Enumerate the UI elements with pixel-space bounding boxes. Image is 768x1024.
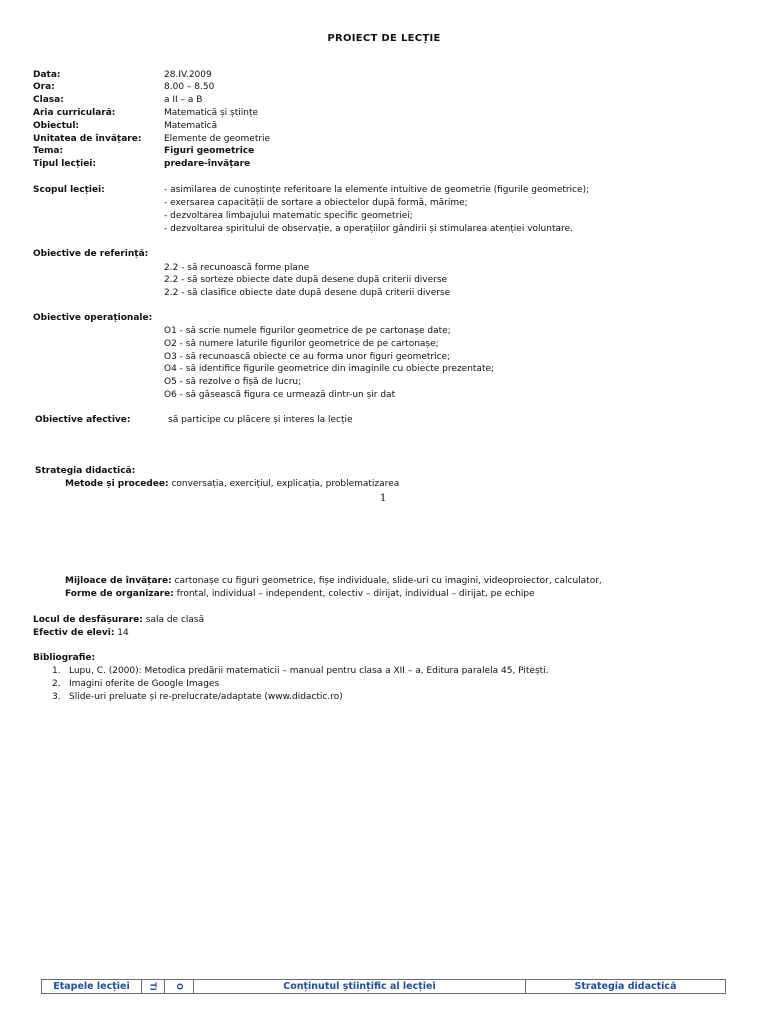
bibliography-item: 1. Lupu, C. (2000): Metodica predării matematicii – manual pentru clasa a XII – a, Editura paralela 45, Pitești. bbox=[52, 666, 549, 676]
affective-value: să participe cu plăcere și interes la lecție bbox=[168, 415, 353, 425]
header-cell-objectives-text: O bbox=[174, 983, 184, 990]
info-row-area bbox=[33, 107, 259, 120]
op-objectives-label: Obiective operaționale: bbox=[33, 313, 153, 323]
info-label: Obiectul: bbox=[33, 121, 80, 131]
header-cell-strategy: Strategia didactică bbox=[526, 980, 726, 994]
info-row-type bbox=[33, 158, 251, 171]
ref-objective-item: 2.2 - să recunoască forme plane bbox=[164, 263, 310, 273]
scope-item: - asimilarea de cunoștințe referitoare la elemente intuitive de geometrie (figurile geometrice); bbox=[164, 185, 590, 195]
info-label: Unitatea de învățare: bbox=[33, 134, 142, 144]
info-label: Ora: bbox=[33, 82, 55, 92]
header-cell-content: Conținutul științific al lecției bbox=[194, 980, 526, 994]
info-value: Figuri geometrice bbox=[164, 146, 255, 156]
info-label: Tipul lecției: bbox=[33, 159, 96, 169]
strategy-label: Strategia didactică: bbox=[35, 466, 136, 476]
ref-objective-item: 2.2 - să clasifice obiecte date după desene după criterii diverse bbox=[164, 288, 451, 298]
lesson-stages-table-header bbox=[41, 979, 726, 994]
methods-label: Metode și procedee: bbox=[65, 479, 169, 489]
header-cell-time bbox=[142, 980, 165, 994]
info-row-theme bbox=[33, 145, 255, 158]
methods-row bbox=[65, 478, 399, 491]
scope-item: - exersarea capacității de sortare a obiectelor după formă, mărime; bbox=[164, 198, 468, 208]
info-value: predare-învățare bbox=[164, 159, 251, 169]
document-title: PROIECT DE LECȚIE bbox=[327, 33, 441, 44]
info-row-subject bbox=[33, 120, 218, 133]
op-objective-item: O3 - să recunoască obiecte ce au forma unor figuri geometrice; bbox=[164, 352, 451, 362]
info-row-class bbox=[33, 94, 203, 107]
info-value: a II – a B bbox=[164, 95, 203, 105]
info-row-time bbox=[33, 81, 215, 94]
means-row bbox=[65, 575, 602, 588]
scope-item: - dezvoltarea limbajului matematic specific geometriei; bbox=[164, 211, 413, 221]
location-label: Locul de desfășurare: bbox=[33, 615, 143, 625]
organization-row bbox=[65, 588, 535, 601]
info-label: Aria curriculară: bbox=[33, 108, 116, 118]
op-objective-item: O6 - să găsească figura ce urmează dintr-un șir dat bbox=[164, 390, 396, 400]
affective-label: Obiective afective: bbox=[35, 415, 131, 425]
info-value: Matematică bbox=[164, 121, 218, 131]
info-value: Matematică și științe bbox=[164, 108, 259, 118]
organization-label: Forme de organizare: bbox=[65, 589, 174, 599]
header-cell-stages: Etapele lecției bbox=[42, 980, 142, 994]
organization-value: frontal, individual – independent, colectiv – dirijat, individual – dirijat, pe echipe bbox=[176, 589, 535, 599]
page-number: 1 bbox=[380, 493, 387, 504]
scope-item: - dezvoltarea spiritului de observație, a operațiilor gândirii și stimularea atenției voluntare. bbox=[164, 224, 573, 234]
bibliography-text: Imagini oferite de Google Images bbox=[69, 679, 220, 689]
info-value: Elemente de geometrie bbox=[164, 134, 271, 144]
methods-value: conversația, exercițiul, explicația, problematizarea bbox=[171, 479, 400, 489]
info-label: Clasa: bbox=[33, 95, 64, 105]
location-row bbox=[33, 614, 204, 627]
bibliography-item: 2. Imagini oferite de Google Images bbox=[52, 679, 220, 689]
means-value: cartonașe cu figuri geometrice, fișe individuale, slide-uri cu imagini, videoproiector, calculator, bbox=[174, 576, 602, 586]
means-label: Mijloace de învățare: bbox=[65, 576, 172, 586]
info-label: Tema: bbox=[33, 146, 64, 156]
op-objective-item: O4 - să identifice figurile geometrice din imaginile cu obiecte prezentate; bbox=[164, 364, 495, 374]
info-label: Data: bbox=[33, 70, 61, 80]
bibliography-text: Lupu, C. (2000): Metodica predării matematicii – manual pentru clasa a XII – a, Editura paralela 45, Pitești. bbox=[69, 666, 549, 676]
students-value: 14 bbox=[117, 628, 129, 638]
info-value: 28.IV.2009 bbox=[164, 70, 212, 80]
header-cell-time-text: Ti bbox=[148, 982, 158, 991]
op-objective-item: O1 - să scrie numele figurilor geometrice de pe cartonașe date; bbox=[164, 326, 451, 336]
ref-objectives-label: Obiective de referință: bbox=[33, 249, 149, 259]
scope-label: Scopul lecției: bbox=[33, 185, 105, 195]
bibliography-item: 3. Slide-uri preluate și re-prelucrate/adaptate (www.didactic.ro) bbox=[52, 692, 343, 702]
bibliography-label: Bibliografie: bbox=[33, 653, 96, 663]
op-objective-item: O5 - să rezolve o fișă de lucru; bbox=[164, 377, 302, 387]
students-row bbox=[33, 627, 129, 640]
header-cell-objectives bbox=[165, 980, 194, 994]
op-objective-item: O2 - să numere laturile figurilor geometrice de pe cartonașe; bbox=[164, 339, 439, 349]
location-value: sala de clasă bbox=[145, 615, 205, 625]
ref-objective-item: 2.2 - să sorteze obiecte date după desene după criterii diverse bbox=[164, 275, 448, 285]
students-label: Efectiv de elevi: bbox=[33, 628, 115, 638]
info-value: 8.00 – 8.50 bbox=[164, 82, 215, 92]
bibliography-text: Slide-uri preluate și re-prelucrate/adaptate (www.didactic.ro) bbox=[69, 692, 343, 702]
